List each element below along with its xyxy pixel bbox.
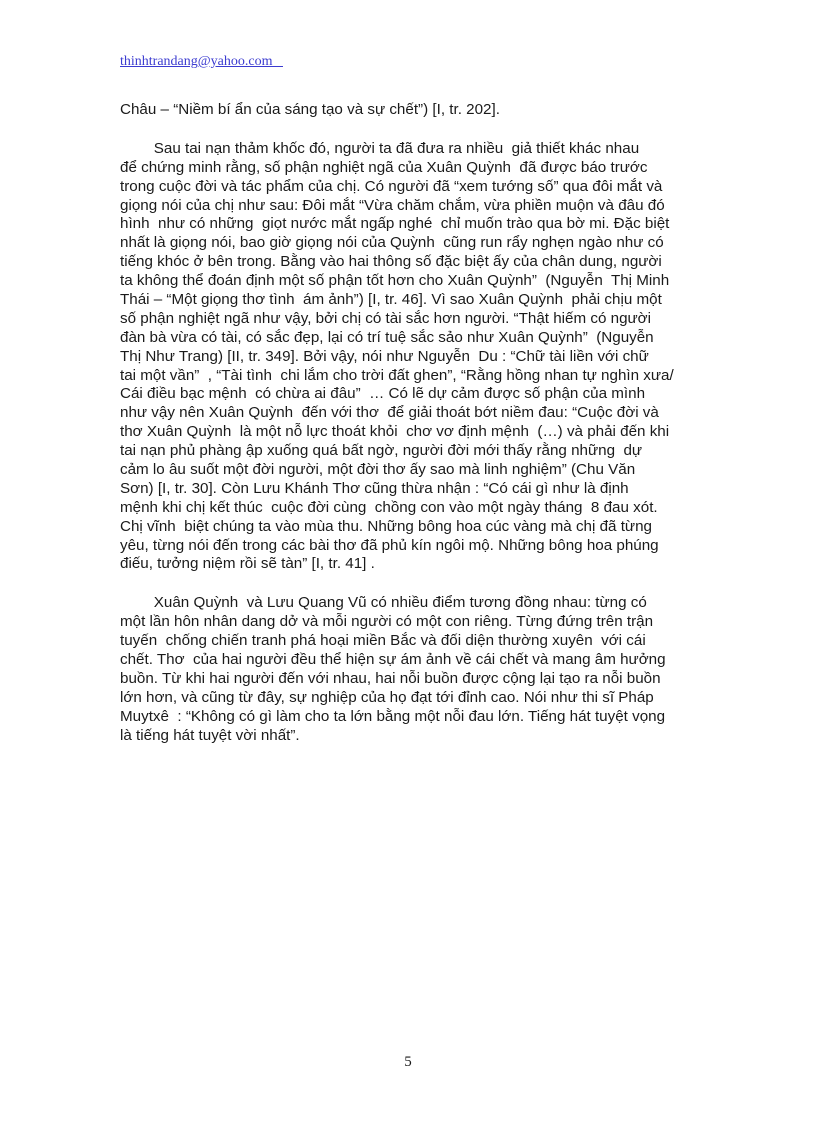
text-line: Sau tai nạn thảm khốc đó, người ta đã đưa ra nhiều giả thiết khác nhau (120, 139, 640, 157)
body-text (120, 101, 695, 746)
text-line: tai một vần” , “Tài tình chi lắm cho trời đất ghen”, “Rằng hồng nhan tự nghìn xưa/ (120, 366, 674, 384)
text-line: Cái điều bạc mệnh có chừa ai đâu” … Có lẽ dự cảm được số phận của mình (120, 385, 646, 403)
text-line: Thái – “Một giọng thơ tình ám ảnh”) [I, tr. 46]. Vì sao Xuân Quỳnh phải chịu một (120, 291, 662, 309)
text-line: Xuân Quỳnh và Lưu Quang Vũ có nhiều điểm tương đồng nhau: từng có (120, 594, 647, 612)
text-line: tuyến chống chiến tranh phá hoại miền Bắc và đối diện thường xuyên với cái (120, 632, 646, 650)
text-line: điếu, tưởng niệm rồi sẽ tàn” [I, tr. 41] . (120, 555, 375, 573)
page-number: 5 (404, 1054, 412, 1070)
text-line: yêu, từng nói đến trong các bài thơ đã phủ kín ngôi mộ. Những bông hoa phúng (120, 536, 659, 554)
header-email-link[interactable]: thinhtrandang@yahoo.com (120, 54, 283, 69)
text-line: trong cuộc đời và tác phẩm của chị. Có người đã “xem tướng số” qua đôi mắt và (120, 177, 663, 195)
text-line: Thị Như Trang) [II, tr. 349]. Bởi vậy, nói như Nguyễn Du : “Chữ tài liền với chữ (120, 347, 649, 365)
paragraph-gap (120, 574, 695, 594)
text-line: ta không thể đoán định một số phận tốt hơn cho Xuân Quỳnh” (Nguyễn Thị Minh (120, 272, 670, 290)
text-line: là tiếng hát tuyệt vời nhất”. (120, 726, 300, 744)
text-line: Muytxê : “Không có gì làm cho ta lớn bằng một nỗi đau lớn. Tiếng hát tuyệt vọng (120, 707, 666, 725)
text-line: cảm lo âu suốt một đời người, một đời thơ ấy sao mà linh nghiệm” (Chu Văn (120, 461, 636, 479)
text-line: lớn hơn, và cũng từ đây, sự nghiệp của họ đạt tới đỉnh cao. Nói như thi sĩ Pháp (120, 688, 654, 706)
text-line: tiếng khóc ở bên trong. Bằng vào hai thông số đặc biệt ấy của chân dung, người (120, 253, 662, 271)
text-line: số phận nghiệt ngã như vậy, bởi chị có tài sắc hơn người. “Thật hiếm có người (120, 309, 652, 327)
text-line: giọng nói của chị như sau: Đôi mắt “Vừa chăm chắm, vừa phiền muộn và đâu đó (120, 196, 665, 214)
paragraph-2 (120, 594, 695, 745)
text-line: thơ Xuân Quỳnh là một nỗ lực thoát khỏi chơ vơ định mệnh (…) và phải đến khi (120, 423, 670, 441)
text-line: hình như có những giọt nước mắt ngấp nghé chỉ muốn trào qua bờ mi. Đặc biệt (120, 215, 670, 233)
paragraph-gap (120, 120, 695, 140)
text-line: Sơn) [I, tr. 30]. Còn Lưu Khánh Thơ cũng thừa nhận : “Có cái gì như là định (120, 479, 629, 497)
text-line: đàn bà vừa có tài, có sắc đẹp, lại có trí tuệ sắc sảo như Xuân Quỳnh” (Nguyễn (120, 328, 654, 346)
text-line: một lần hôn nhân dang dở và mỗi người có một con riêng. Từng đứng trên trận (120, 613, 654, 631)
text-line: mệnh khi chị kết thúc cuộc đời cùng chồng con vào một ngày tháng 8 đau xót. (120, 498, 658, 516)
text-line: nhất là giọng nói, bao giờ giọng nói của Quỳnh cũng run rẩy nghẹn ngào như có (120, 234, 664, 252)
text-line: chết. Thơ của hai người đều thể hiện sự ám ảnh về cái chết và mang âm hưởng (120, 651, 666, 669)
text-line: tai nạn phủ phàng ập xuống quá bất ngờ, người đời mới thấy rằng những dự (120, 442, 643, 460)
text-line: như vậy nên Xuân Quỳnh đến với thơ để giải thoát bớt niềm đau: “Cuộc đời và (120, 404, 659, 422)
text-line: để chứng minh rằng, số phận nghiệt ngã của Xuân Quỳnh đã được báo trước (120, 158, 648, 176)
paragraph-1 (120, 140, 695, 574)
citation-line: Châu – “Niềm bí ẩn của sáng tạo và sự chết”) [I, tr. 202]. (120, 101, 500, 118)
text-line: Chị vĩnh biệt chúng ta vào mùa thu. Những bông hoa cúc vàng mà chị đã từng (120, 517, 652, 535)
text-line: buồn. Từ khi hai người đến với nhau, hai nỗi buồn được cộng lại tạo ra nỗi buồn (120, 669, 661, 687)
